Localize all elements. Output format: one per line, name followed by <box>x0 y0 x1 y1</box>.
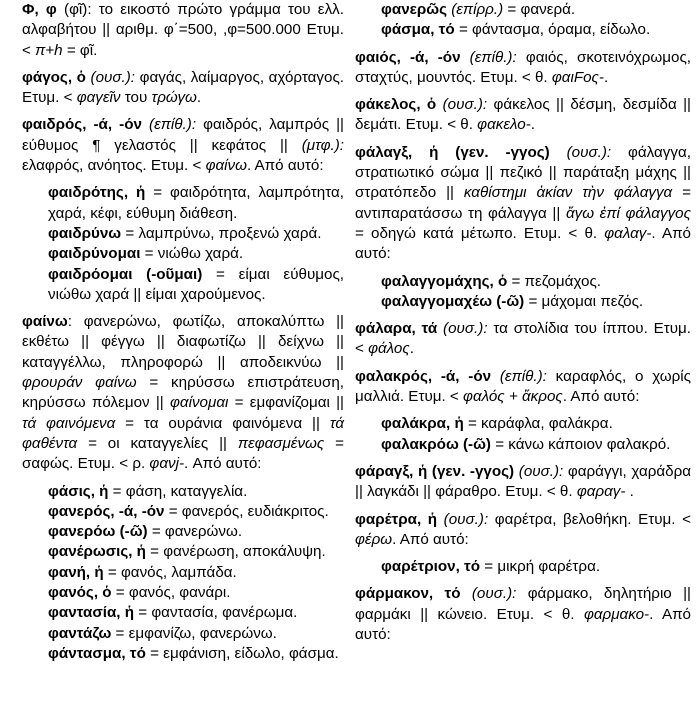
headword: Φ, φ <box>22 1 57 18</box>
headword: φαλακρός, -ά, -όν <box>355 367 492 385</box>
definition-text: = κηρύσσω επιστράτευση, κηρύσσω πόλεμον || <box>22 374 344 412</box>
dictionary-subentry <box>22 502 344 522</box>
dictionary-subentry <box>355 292 691 312</box>
definition-text: = κάνω κάποιον φαλακρό. <box>491 435 671 453</box>
definition-text: φαρέτρα, βελοθήκη. Ετυμ. < <box>488 510 691 528</box>
italic-text: φαρμακο- <box>583 605 650 623</box>
definition-text: = μάχομαι πεζός. <box>524 292 644 310</box>
definition-text: = φάντασμα, όραμα, είδωλο. <box>454 21 651 39</box>
dictionary-subentry <box>355 20 691 40</box>
italic-text: (ουσ.): <box>437 510 489 528</box>
definition-text: φαιός, σκοτεινόχρωμος, σταχτύς, μουντός. Ετυμ. < θ. <box>355 48 691 86</box>
definition-text: = φανός, φανάρι. <box>111 584 231 602</box>
headword: φανερόω (-ῶ) <box>48 523 148 541</box>
definition-text: . <box>530 116 536 134</box>
definition-text: του <box>120 89 152 107</box>
dictionary-entry <box>355 462 691 503</box>
headword: φάγος, ὁ <box>22 68 86 86</box>
definition-text: (φῖ): το εικοστό πρώτο γράμμα του ελλ. αλφαβήτου || αριθμ. φ΄=500, ,φ=500.000 Ετυμ. < <box>22 1 344 59</box>
headword: φάντασμα, τό <box>48 644 146 662</box>
headword: φανός, ὁ <box>48 584 112 602</box>
dictionary-subentry <box>22 583 344 603</box>
headword: φαλαγγομάχης, ὁ <box>381 272 508 290</box>
headword: φαιδρός, -ά, -όν <box>22 116 142 134</box>
italic-text: (μτφ.): <box>301 136 344 154</box>
dictionary-subentry <box>22 603 344 623</box>
headword: φαλαγγομαχέω (-ῶ) <box>381 292 525 310</box>
headword: φαιδρότης, ἡ <box>48 184 146 202</box>
italic-text: φαιFoς- <box>551 68 604 86</box>
italic-text: (ουσ.): <box>437 320 488 338</box>
headword: φαρέτρα, ἡ <box>355 510 438 528</box>
dictionary-entry <box>355 367 691 408</box>
headword: (γεν. -γγος) <box>438 143 550 161</box>
definition-text: φάρμακο, δηλητήριο || φαρμάκι || κώνειο. Ετυμ. < θ. <box>355 585 691 623</box>
headword: φαντάζω <box>48 624 112 642</box>
definition-text: = πεζομάχος. <box>507 272 601 290</box>
dictionary-subentry <box>22 224 344 244</box>
headword: φαιός, -ά, -όν <box>355 48 461 66</box>
definition-text: = μικρή φαρέτρα. <box>480 558 601 576</box>
headword: φάλαγξ, ἡ <box>355 143 439 161</box>
italic-text: (ουσ.): <box>514 462 564 480</box>
italic-text: φάλος <box>368 340 410 358</box>
italic-text: (επίθ.): <box>491 367 547 385</box>
definition-text: . <box>196 89 202 107</box>
definition-text: = λαμπρύνω, προξενώ χαρά. <box>121 224 322 242</box>
definition-text: τα στολίδια του ίππου. Ετυμ. < <box>355 320 691 358</box>
headword: φαίνω <box>22 313 68 331</box>
italic-text: πεφασμένως <box>237 434 325 452</box>
headword: (γεν. -γγος) <box>427 462 515 480</box>
definition-text: . <box>409 340 414 358</box>
definition-text: : φανερώνω, φωτίζω, αποκαλύπτω || εκθέτω || φέγγω || διαφωτίζω || δείχνω || καταγγέλλω, πληροφορώ || αποδεικνύω || <box>22 313 344 371</box>
definition-text: = οδηγώ κατά μέτωπο. Ετυμ. < θ. <box>355 224 605 242</box>
dictionary-subentry <box>355 272 691 292</box>
dictionary-entry <box>355 143 691 265</box>
italic-text: φαραγ- <box>576 483 626 501</box>
headword: φάσμα, τό <box>381 21 455 39</box>
left-column <box>22 0 344 664</box>
italic-text: φαλαγ- <box>604 224 652 242</box>
dictionary-subentry <box>22 244 344 264</box>
definition-text: = εμφανίζω, φανερώνω. <box>111 624 277 642</box>
dictionary-subentry <box>22 522 344 542</box>
dictionary-entry <box>22 0 344 61</box>
headword: φαντασία, ἡ <box>48 604 135 622</box>
definition-text: = φάση, καταγγελία. <box>108 482 248 500</box>
italic-text: φέρω <box>355 530 393 548</box>
definition-text: ελαφρός, ανόητος. Ετυμ. < <box>22 157 206 175</box>
definition-text: φαγάς, λαίμαργος, αχόρταγος. Ετυμ. < <box>22 68 344 107</box>
definition-text: = σαφώς. Ετυμ. < ρ. <box>22 434 344 473</box>
definition-text: . Από αυτό: <box>246 157 324 175</box>
definition-text: . Από αυτό: <box>562 388 640 406</box>
definition-text: καραφλός, ο χωρίς μαλλιά. Ετυμ. < <box>355 367 691 406</box>
definition-text: = φανερός, ευδιάκριτος. <box>164 502 329 520</box>
definition-text: = καράφλα, φαλάκρα. <box>463 415 613 433</box>
dictionary-subentry <box>22 644 344 664</box>
definition-text: = φανός, λαμπάδα. <box>103 563 237 581</box>
headword: φαλάκρα, ἡ <box>381 415 464 433</box>
italic-text: τρώγω <box>151 89 197 107</box>
definition-text: = νιώθω χαρά. <box>140 245 244 263</box>
headword: φαλακρόω (-ῶ) <box>381 435 491 453</box>
definition-text: . Από αυτό: <box>355 605 692 644</box>
definition-text: φάλαγγα, στρατιωτικό σώμα || πεζικό || παράταξη μάχης || στρατόπεδο || <box>355 143 691 202</box>
headword: φανή, ἡ <box>48 563 104 581</box>
headword: φάκελος, ὁ <box>355 96 437 114</box>
italic-text: π+h <box>35 41 63 59</box>
definition-text: = τα ουράνια φαινόμενα || <box>115 414 330 432</box>
dictionary-subentry <box>22 482 344 502</box>
italic-text: ἄγω ἐπί φάλαγγος <box>565 204 691 222</box>
headword: φανερῶς <box>381 1 447 18</box>
headword: φαιδρόομαι (-οῦμαι) <box>48 265 203 283</box>
italic-text: (ουσ.): <box>436 96 488 114</box>
definition-text: = φαιδρότητα, λαμπρότητα, χαρά, κέφι, εύθυμη διάθεση. <box>48 184 344 222</box>
italic-text: (επίθ.): <box>460 48 517 66</box>
dictionary-entry <box>355 584 691 645</box>
dictionary-entry <box>22 68 344 109</box>
italic-text: (ουσ.): <box>460 585 517 603</box>
headword: φάραγξ, ἡ <box>355 462 428 480</box>
dictionary-entry <box>355 510 691 551</box>
dictionary-subentry <box>355 414 691 434</box>
definition-text: = αντιπαρατάσσω τη φάλαγγα || <box>355 184 691 222</box>
italic-text: τά φαθέντα <box>22 414 344 452</box>
italic-text: τά φαινόμενα <box>22 414 116 432</box>
definition-text: . <box>604 68 609 86</box>
dictionary-subentry <box>22 563 344 583</box>
definition-text: φαράγγι, χαράδρα || λαγκάδι || φάραθρο. Ετυμ. < θ. <box>355 462 692 501</box>
definition-text: φαιδρός, λαμπρός || εύθυμος ¶ γελαστός || κεφάτος || <box>22 116 344 154</box>
headword: φαρέτριον, τό <box>381 558 481 576</box>
right-column <box>355 0 691 652</box>
italic-text: φακελο- <box>477 116 531 134</box>
dictionary-subentry <box>22 265 344 306</box>
dictionary-entry <box>355 319 691 360</box>
headword: φάσις, ἡ <box>48 482 109 500</box>
headword: φανέρωσις, ἡ <box>48 543 146 561</box>
definition-text: . Από αυτό: <box>184 455 262 473</box>
italic-text: φανj- <box>149 455 185 473</box>
headword: φάρμακον, τό <box>355 585 461 603</box>
italic-text: (ουσ.): <box>85 68 136 86</box>
dictionary-entry <box>355 95 691 136</box>
definition-text: . Από αυτό: <box>355 224 692 263</box>
definition-text: . Από αυτό: <box>392 530 469 548</box>
dictionary-subentry <box>22 183 344 224</box>
italic-text: (ουσ.): <box>549 143 612 161</box>
definition-text: = φανέρωση, αποκάλυψη. <box>145 543 326 561</box>
dictionary-subentry <box>22 542 344 562</box>
definition-text: φάκελος || δέσμη, δεσμίδα || δεμάτι. Ετυμ. < θ. <box>355 96 692 134</box>
dictionary-subentry <box>22 624 344 644</box>
headword: φάλαρα, τά <box>355 320 438 338</box>
headword: φαιδρύνω <box>48 224 122 242</box>
dictionary-entry <box>22 115 344 176</box>
italic-text: φαίνω <box>205 157 247 175</box>
definition-text: = είμαι εύθυμος, νιώθω χαρά || είμαι χαρούμενος. <box>48 265 344 303</box>
definition-text: = οι καταγγελίες || <box>77 434 238 452</box>
definition-text: . <box>625 483 634 501</box>
definition-text: = εμφάνιση, είδωλο, φάσμα. <box>145 644 339 662</box>
italic-text: φαλός + ἄκρος <box>463 388 563 406</box>
definition-text: = φανερά. <box>503 1 576 18</box>
italic-text: φρουράν φαίνω <box>22 374 137 392</box>
definition-text: = εμφανίζομαι || <box>228 394 344 412</box>
italic-text: φαγεῖν <box>76 89 121 107</box>
headword: φανερός, -ά, -όν <box>48 502 165 520</box>
dictionary-entry <box>22 312 344 474</box>
dictionary-subentry <box>355 435 691 455</box>
italic-text: (επίθ.): <box>141 116 197 134</box>
headword: φαιδρύνομαι <box>48 245 141 263</box>
italic-text: καθίστημι ἀκίαν τὴν φάλαγγα <box>463 184 673 202</box>
italic-text: (επίρρ.) <box>446 1 504 18</box>
dictionary-subentry <box>355 0 691 20</box>
italic-text: φαίνομαι <box>170 394 229 412</box>
dictionary-entry <box>355 48 691 89</box>
definition-text: = φανερώνω. <box>147 523 243 541</box>
definition-text: = φῖ. <box>62 41 98 59</box>
definition-text: = φαντασία, φανέρωμα. <box>134 604 298 622</box>
dictionary-subentry <box>355 557 691 577</box>
